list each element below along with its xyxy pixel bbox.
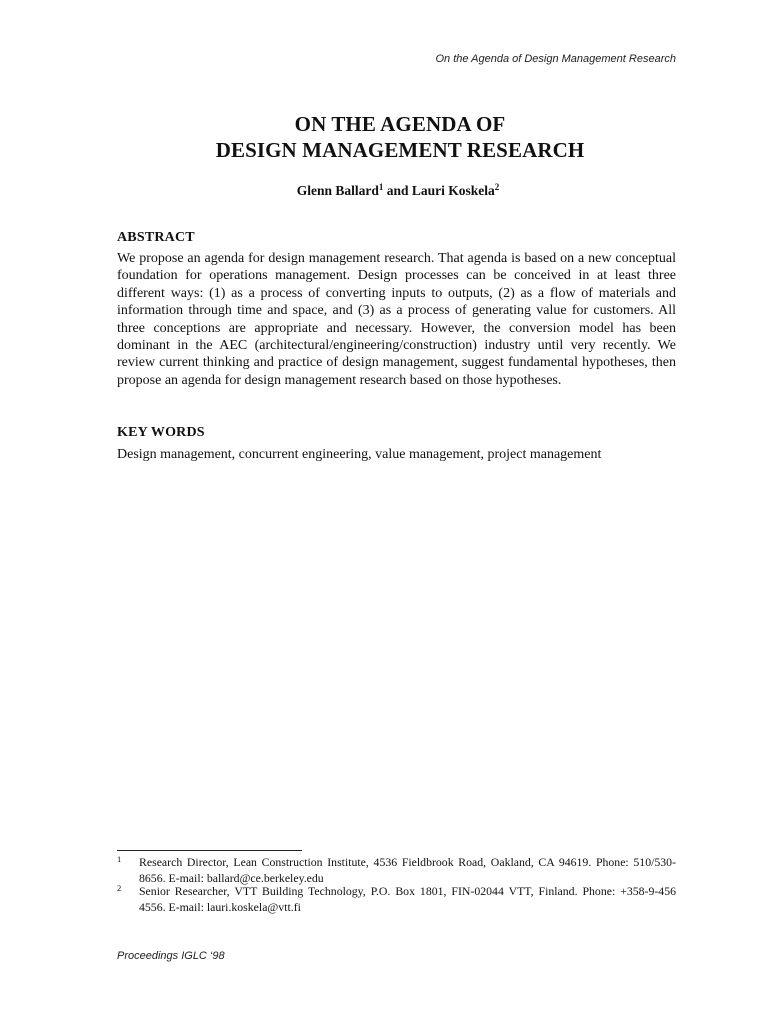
author-2-footnote-mark: 2 — [494, 182, 500, 192]
footnote-2 — [117, 884, 676, 915]
author-2-name: Lauri Koskela — [411, 183, 495, 198]
footnote-2-text: Senior Researcher, VTT Building Technology, P.O. Box 1801, FIN-02044 VTT, Finland. Phone: +358-9-456 4556. E-mail: lauri.koskela@vtt.fi — [139, 884, 676, 914]
footnote-1-mark: 1 — [117, 854, 122, 864]
keywords-body: Design management, concurrent engineering, value management, project management — [117, 447, 602, 462]
author-conjunction: and — [383, 183, 412, 198]
page-footer: Proceedings IGLC ‘98 — [117, 950, 225, 962]
footnote-separator — [117, 850, 302, 851]
abstract-body: We propose an agenda for design management research. That agenda is based on a new conceptual foundation for operations management. Design processes can be conceived in at least three different ways: (1) as a process of converting inputs to outputs, (2) as a flow of materials and information through time and space, and (3) as a process of generating value for customers. All three conceptions are appropriate and necessary. However, the conversion model has been dominant in the AEC (architectural/engineering/construction) industry until very recently. We review current thinking and practice of design management, suggest fundamental hypotheses, then propose an agenda for design management research based on those hypotheses. — [117, 251, 676, 388]
footnote-2-mark: 2 — [117, 883, 122, 893]
running-header: On the Agenda of Design Management Research — [435, 53, 676, 65]
paper-title-line-2: DESIGN MANAGEMENT RESEARCH — [215, 138, 585, 162]
author-1-name: Glenn Ballard — [296, 183, 379, 198]
author-line — [0, 183, 768, 199]
paper-title — [0, 111, 768, 163]
author-1-footnote-mark: 1 — [378, 182, 384, 192]
footnote-1 — [117, 855, 676, 886]
paper-title-line-1: ON THE AGENDA OF — [294, 112, 506, 136]
footnote-1-text: Research Director, Lean Construction Institute, 4536 Fieldbrook Road, Oakland, CA 94619. Phone: 510/530-8656. E-mail: ballard@ce.berkeley.edu — [139, 855, 676, 885]
keywords-heading: KEY WORDS — [117, 425, 205, 440]
abstract-heading: ABSTRACT — [117, 230, 195, 245]
